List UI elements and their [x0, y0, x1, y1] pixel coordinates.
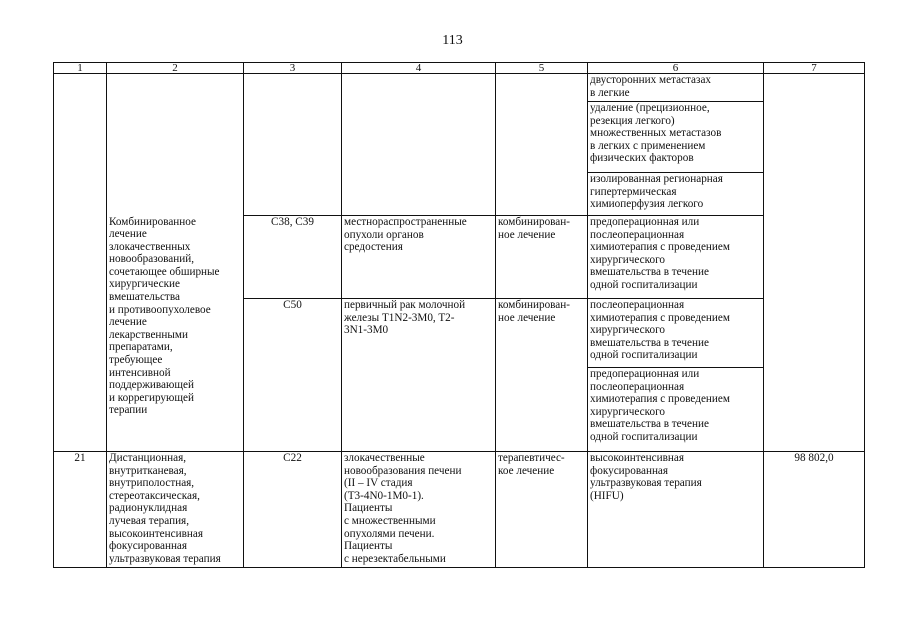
service-name: Дистанционная, внутритканевая, внутриполостная, стереотаксическая, радионуклидная лучевая терапия, высокоинтенсивная фокусированная ультразвуковая терапия: [109, 452, 221, 565]
method-text: высокоинтенсивная фокусированная ультразвуковая терапия (HIFU): [590, 452, 702, 502]
method-cell: [588, 173, 764, 216]
method-cell: [588, 102, 764, 173]
name-cell: [107, 452, 244, 568]
patient-model: злокачественные новообразования печени (II – IV стадия (T3-4N0-1M0-1). Пациенты с множественными опухолями печени. Пациенты с нерезектабельными: [344, 452, 462, 565]
treatment-cell: [496, 452, 588, 568]
model-cell: [342, 216, 496, 299]
column-number: 7: [764, 63, 865, 74]
column-number: 5: [496, 63, 588, 74]
treatment-cell: [496, 74, 588, 216]
cost-cell: [764, 74, 865, 452]
method-cell: [588, 74, 764, 102]
model-cell: [342, 452, 496, 568]
codes-cell: [244, 452, 342, 568]
treatment-cell: [496, 216, 588, 299]
cost-value: 98 802,0: [794, 452, 834, 464]
column-number: 6: [588, 63, 764, 74]
icd-codes: С50: [283, 299, 302, 311]
table-row: [54, 452, 865, 568]
model-cell: [342, 74, 496, 216]
service-name: Комбинированное лечение злокачественных новообразований, сочетающее обширные хирургические вмешательства и противоопухолевое лечение лекарственными препаратами, требующее интенсивной поддерживающей и коррегирующей терапии: [109, 215, 220, 417]
method-text: предоперационная или послеоперационная химиотерапия с проведением хирургического вмешательства в течение одной госпитализации: [590, 216, 730, 291]
table-row: [54, 216, 865, 299]
column-number: 2: [107, 63, 244, 74]
cost-cell: [764, 452, 865, 568]
treatment-type: терапевтичес- кое лечение: [498, 452, 565, 477]
services-table: [53, 62, 865, 568]
method-text: послеоперационная химиотерапия с проведением хирургического вмешательства в течение одной госпитализации: [590, 299, 730, 362]
column-number: 1: [54, 63, 107, 74]
row-number: 21: [74, 452, 86, 464]
treatment-type: комбинирован- ное лечение: [498, 299, 570, 324]
method-cell: [588, 216, 764, 299]
codes-cell: [244, 216, 342, 299]
number-cell: [54, 74, 107, 452]
name-cell: [107, 74, 244, 216]
patient-model: местнораспространенные опухоли органов средостения: [344, 216, 467, 254]
patient-model: первичный рак молочной железы T1N2-3M0, T2- 3N1-3M0: [344, 299, 466, 337]
icd-codes: С22: [283, 452, 302, 464]
method-text: предоперационная или послеоперационная химиотерапия с проведением хирургического вмешательства в течение одной госпитализации: [590, 368, 730, 443]
page-number: 113: [442, 33, 463, 48]
method-cell: [588, 299, 764, 368]
table-row: [54, 74, 865, 102]
column-number-row: [54, 63, 865, 74]
icd-codes: С38, С39: [271, 216, 314, 228]
name-cell: [107, 216, 244, 452]
method-cell: [588, 368, 764, 452]
method-text: двусторонних метастазах в легкие: [590, 74, 711, 99]
method-text: удаление (прецизионное, резекция легкого) множественных метастазов в легких с применением физических факторов: [590, 102, 722, 165]
number-cell: [54, 452, 107, 568]
column-number: 3: [244, 63, 342, 74]
treatment-type: комбинирован- ное лечение: [498, 216, 570, 241]
codes-cell: [244, 299, 342, 452]
codes-cell: [244, 74, 342, 216]
model-cell: [342, 299, 496, 452]
treatment-cell: [496, 299, 588, 452]
method-text: изолированная регионарная гипертермическая химиоперфузия легкого: [590, 173, 723, 211]
column-number: 4: [342, 63, 496, 74]
method-cell: [588, 452, 764, 568]
